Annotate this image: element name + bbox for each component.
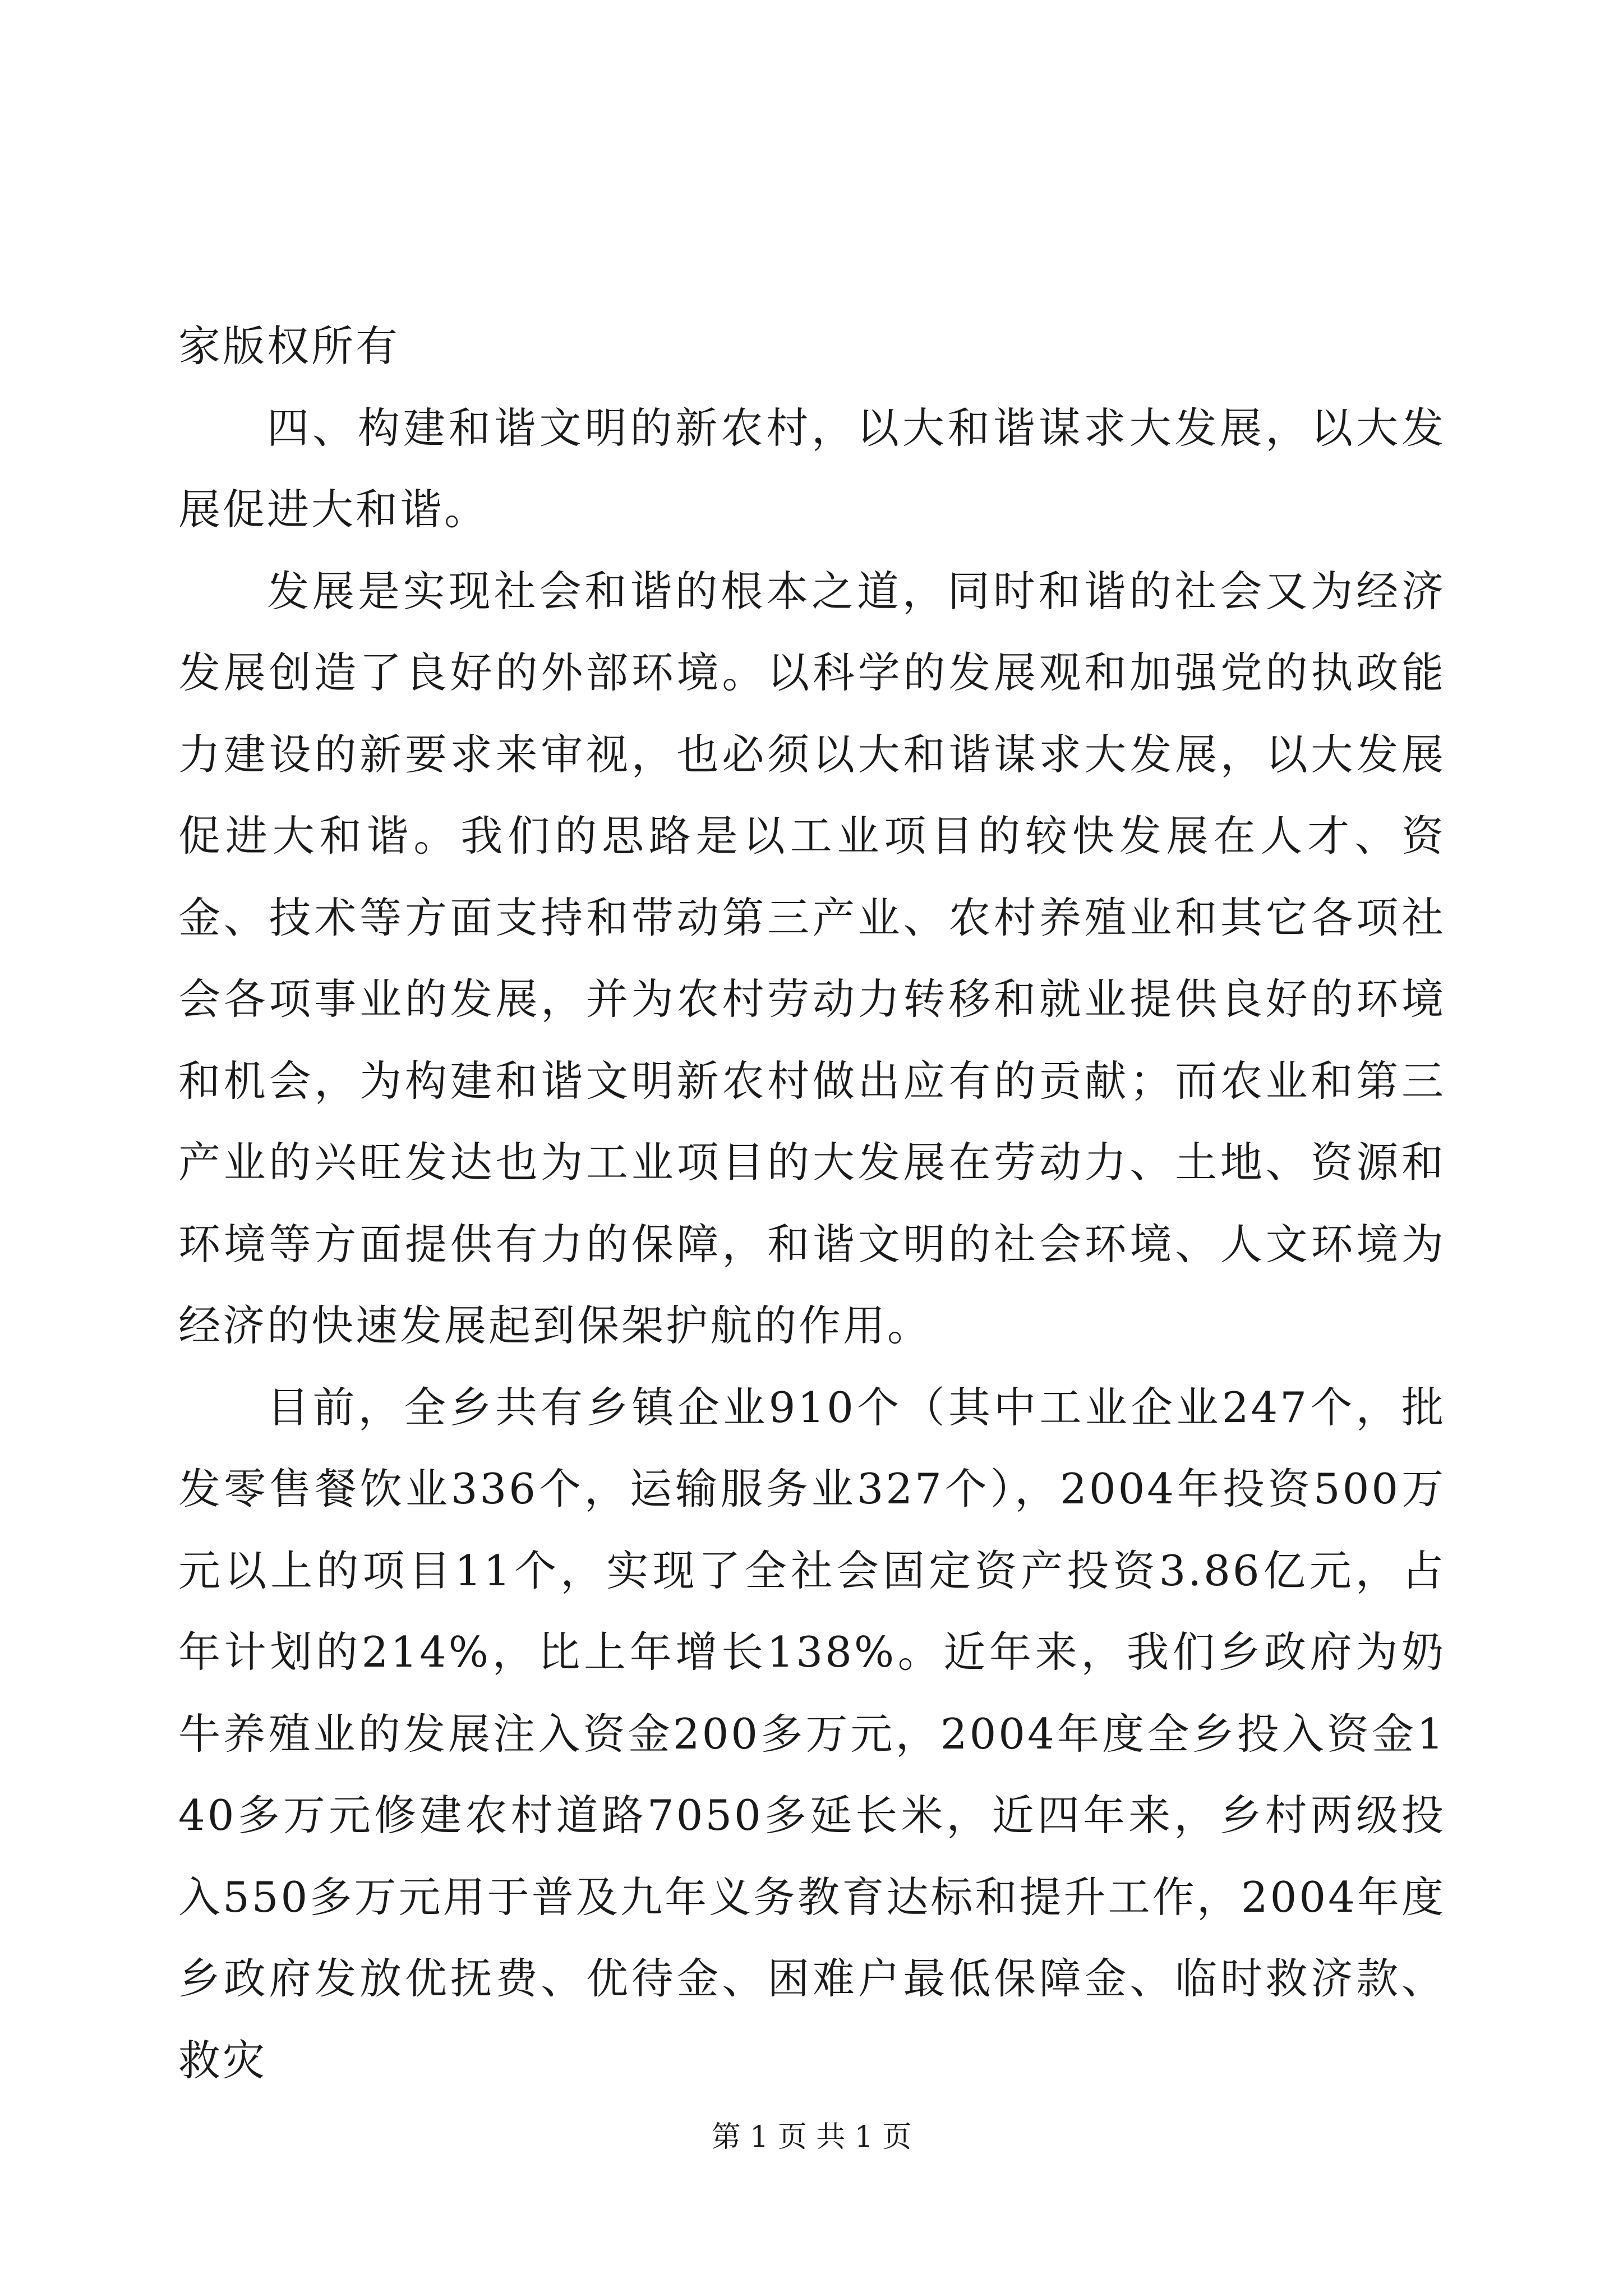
paragraph-development: 发展是实现社会和谐的根本之道，同时和谐的社会又为经济发展创造了良好的外部环境。以科学的发展观和加强党的执政能力建设的新要求来审视，也必须以大和谐谋求大发展，以大发展促进大和谐。我们的思路是以工业项目的较快发展在人才、资金、技术等方面支持和带动第三产业、农村养殖业和其它各项社会各项事业的发展，并为农村劳动力转移和就业提供良好的环境和机会，为构建和谐文明新农村做出应有的贡献；而农业和第三产业的兴旺发达也为工业项目的大发展在劳动力、土地、资源和环境等方面提供有力的保障，和谐文明的社会环境、人文环境为经济的快速发展起到保架护航的作用。	[178, 566, 1446, 1350]
paragraph-section-heading: 四、构建和谐文明的新农村，以大和谐谋求大发展，以大发展促进大和谐。	[178, 403, 1446, 534]
paragraph-continuation: 家版权所有	[178, 321, 400, 371]
page-number-label: 第 1 页 共 1 页	[711, 2120, 912, 2154]
document-body	[178, 306, 1446, 2101]
paragraph-current-status: 目前，全乡共有乡镇企业910个（其中工业企业247个，批发零售餐饮业336个，运输服务业327个），2004年投资500万元以上的项目11个，实现了全社会固定资产投资3.86亿元，占年计划的214%，比上年增长138%。近年来，我们乡政府为奶牛养殖业的发展注入资金200多万元，2004年度全乡投入资金140多万元修建农村道路7050多延长米，近四年来，乡村两级投入550多万元用于普及九年义务教育达标和提升工作，2004年度乡政府发放优抚费、优待金、困难户最低保障金、临时救济款、救灾	[178, 1382, 1446, 2085]
page-footer	[0, 2118, 1623, 2157]
